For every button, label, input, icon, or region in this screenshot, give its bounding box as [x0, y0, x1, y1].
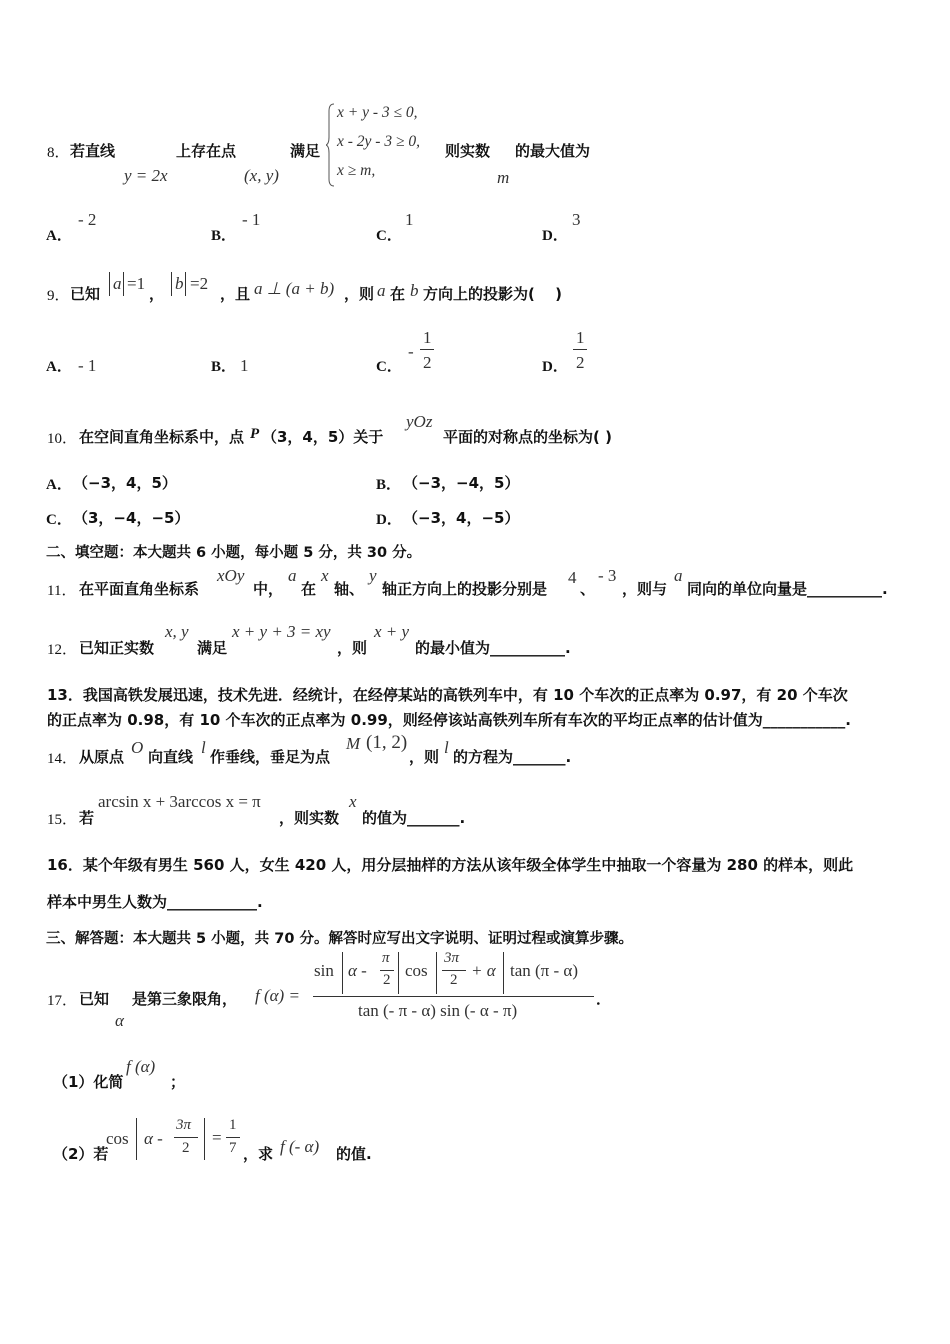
q17-part-2-two: 2 — [182, 1140, 190, 1156]
q10-option-c-label: C． — [46, 512, 72, 528]
q17-numerator-two: 2 — [383, 972, 391, 988]
q9-vector-b-2: b — [410, 281, 419, 300]
q10-option-a-value: （−3，4，5） — [73, 474, 177, 492]
q17-part-2-seven: 7 — [229, 1140, 237, 1156]
q8-option-c-label: C． — [376, 228, 402, 244]
q11-text-3: 在 — [301, 580, 317, 598]
q10-text-1: 在空间直角坐标系中，点 — [79, 428, 245, 446]
q16-line-2: 样本中男生人数为____________. — [47, 893, 263, 911]
q10-plane: yOz — [406, 412, 433, 431]
q8-inequality-1: x + y - 3 ≤ 0, — [337, 104, 418, 121]
q8-option-d-value: 3 — [572, 210, 581, 229]
q17-paren-right — [398, 952, 399, 994]
q17-period: ． — [596, 990, 612, 1008]
q17-numerator-two-2: 2 — [450, 972, 458, 988]
q15-text-1: 若 — [79, 809, 95, 827]
q11-text-4: 轴、 — [334, 580, 365, 598]
q11-text-1: 在平面直角坐标系 — [79, 580, 200, 598]
q9-abs-bar — [109, 272, 110, 296]
q10-option-c-value: （3，−4，−5） — [73, 509, 190, 527]
q9-vector-a: a — [113, 274, 122, 293]
q14-origin: O — [131, 738, 144, 757]
q12-text-2: 满足 — [197, 639, 228, 657]
q17-text-1: 已知 — [79, 990, 110, 1008]
q10-option-b-label: B． — [376, 477, 402, 493]
q17-numerator-cos: cos — [405, 961, 428, 980]
q8-text-2: 上存在点 — [176, 142, 237, 160]
q17-part-2-function: f (- α) — [280, 1137, 320, 1156]
q10-number: 10． — [47, 431, 78, 447]
q14-text-5: 的方程为_______. — [453, 748, 572, 766]
q9-option-c-minus: - — [408, 342, 414, 361]
q17-alpha: α — [115, 1011, 124, 1030]
q8-text-5: 的最大值为 — [515, 142, 591, 160]
q17-part-1-end: ； — [170, 1073, 186, 1091]
q9-option-a-label: A． — [46, 359, 72, 375]
q11-vector-a-2: a — [674, 566, 683, 585]
q9-option-b-label: B． — [211, 359, 237, 375]
q15-text-3: 的值为_______. — [362, 809, 466, 827]
q8-text-4: 则实数 — [445, 142, 491, 160]
q13-line-1: 13．我国高铁发展迅速，技术先进．经统计，在经停某站的高铁列车中，有 10 个车次的正点率为 0.97，有 20 个车次 — [47, 686, 848, 704]
q10-option-d-label: D． — [376, 512, 402, 528]
q17-fraction-bar — [442, 970, 466, 971]
q9-number: 9． — [47, 288, 70, 304]
q15-equation: arcsin x + 3arccos x = π — [98, 792, 261, 811]
q17-part-2-3pi: 3π — [176, 1117, 192, 1133]
q17-part-2-paren-left — [136, 1118, 137, 1160]
q14-coordinates: (1, 2) — [366, 732, 408, 753]
q9-condition: a ⊥ (a + b) — [254, 279, 335, 298]
q11-text-7: ，则与 — [622, 580, 668, 598]
q9-option-b-value: 1 — [240, 356, 249, 375]
q9-text-5: 方向上的投影为( ) — [423, 285, 562, 303]
q9-abs-bar — [123, 272, 124, 296]
q17-denominator: tan (- π - α) sin (- α - π) — [358, 1001, 518, 1020]
q14-text-3: 作垂线，垂足为点 — [210, 748, 331, 766]
q14-point-m: M — [346, 734, 361, 753]
q9-option-c-denominator: 2 — [423, 353, 432, 372]
q12-expression: x + y — [374, 622, 410, 641]
q17-part-2-one: 1 — [229, 1117, 237, 1133]
q17-numerator-plus-alpha: + α — [471, 961, 496, 980]
q11-vector-a: a — [288, 566, 297, 585]
q17-part-2-paren-right — [204, 1118, 205, 1160]
q9-text-2: ，且 — [220, 285, 251, 303]
q17-f-lhs: f (α) = — [255, 986, 300, 1005]
q11-text-2: 中， — [253, 580, 284, 598]
q12-vars: x, y — [165, 622, 189, 641]
q14-line-l-2: l — [444, 738, 449, 757]
q8-option-a-label: A． — [46, 228, 72, 244]
q14-text-1: 从原点 — [79, 748, 125, 766]
q17-text-2: 是第三象限角， — [132, 990, 238, 1008]
q8-system-brace — [326, 103, 336, 187]
q12-text-1: 已知正实数 — [79, 639, 155, 657]
q11-number: 11． — [47, 583, 77, 599]
q17-part-2-fraction-bar — [174, 1137, 198, 1138]
q12-text-3: ，则 — [337, 639, 368, 657]
q9-comma: ， — [149, 285, 165, 303]
q9-abs-bar — [171, 272, 172, 296]
q8-number: 8． — [47, 145, 70, 161]
q13-line-2: 的正点率为 0.98，有 10 个车次的正点率为 0.99，则经停该站高铁列车所有车次的平均正点率的估计值为___________. — [47, 711, 851, 729]
q9-option-d-numerator: 1 — [576, 328, 585, 347]
q17-part-2-cos: cos — [106, 1129, 129, 1148]
q17-numerator-alpha-minus: α - — [348, 961, 367, 980]
q17-paren-left — [342, 952, 343, 994]
q9-option-d-label: D． — [542, 359, 568, 375]
q17-fraction-bar — [380, 970, 394, 971]
q17-numerator-tan: tan (π - α) — [510, 961, 578, 980]
q17-paren-left — [436, 952, 437, 994]
q9-vector-b: b — [175, 274, 184, 293]
q9-abs-bar — [185, 272, 186, 296]
q17-part-2-equals: = — [212, 1128, 222, 1147]
q16-line-1: 16．某个年级有男生 560 人，女生 420 人，用分层抽样的方法从该年级全体学生中抽取一个容量为 280 的样本，则此 — [47, 856, 854, 874]
q11-text-6: 、 — [580, 580, 596, 598]
q11-value-2: - 3 — [598, 566, 617, 585]
q10-point-p: P — [250, 426, 260, 442]
q9-text-3: ，则 — [344, 285, 375, 303]
q11-text-5: 轴正方向上的投影分别是 — [382, 580, 548, 598]
q17-numerator-3pi: 3π — [444, 950, 460, 966]
q8-variable-m: m — [497, 168, 510, 187]
q12-number: 12． — [47, 642, 78, 658]
q12-equation: x + y + 3 = xy — [232, 622, 331, 641]
q17-paren-right — [503, 952, 504, 994]
q8-text-1: 若直线 — [70, 142, 116, 160]
q8-inequality-2: x - 2y - 3 ≥ 0, — [337, 133, 420, 150]
q17-number: 17． — [47, 993, 78, 1009]
q17-part-2-label: （2）若 — [53, 1145, 109, 1163]
q17-main-fraction-bar — [313, 996, 594, 997]
q14-number: 14． — [47, 751, 78, 767]
q9-text-4: 在 — [390, 285, 406, 303]
q11-text-8: 同向的单位向量是__________. — [687, 580, 888, 598]
q8-option-a-value: - 2 — [78, 210, 97, 229]
q8-option-b-value: - 1 — [242, 210, 261, 229]
q9-option-c-numerator: 1 — [423, 328, 432, 347]
q10-text-2: （3，4，5）关于 — [262, 428, 384, 446]
q17-numerator-pi: π — [382, 950, 390, 966]
q9-vector-a-2: a — [377, 281, 386, 300]
q8-point: (x, y) — [244, 166, 279, 185]
q17-part-2-alpha-minus: α - — [144, 1129, 163, 1148]
q8-option-d-label: D． — [542, 228, 568, 244]
q8-option-c-value: 1 — [405, 210, 414, 229]
q8-text-3: 满足 — [290, 142, 321, 160]
q8-option-b-label: B． — [211, 228, 237, 244]
q9-eq-2: =2 — [190, 274, 209, 293]
q11-y: y — [369, 566, 377, 585]
q15-text-2: ，则实数 — [279, 809, 340, 827]
section-2-heading: 二、填空题：本大题共 6 小题，每小题 5 分，共 30 分。 — [46, 545, 422, 561]
q9-option-a-value: - 1 — [78, 356, 97, 375]
q8-inequality-3: x ≥ m, — [337, 162, 376, 179]
q11-x: x — [321, 566, 329, 585]
q9-eq-1: =1 — [127, 274, 146, 293]
q14-text-2: 向直线 — [148, 748, 194, 766]
q17-part-2-fraction-bar-2 — [226, 1137, 240, 1138]
q17-part-2-end: 的值. — [336, 1145, 372, 1163]
q8-line-equation: y = 2x — [124, 166, 168, 185]
q14-text-4: ，则 — [409, 748, 440, 766]
q9-option-d-denominator: 2 — [576, 353, 585, 372]
q15-number: 15． — [47, 812, 78, 828]
section-3-heading: 三、解答题：本大题共 5 小题，共 70 分。解答时应写出文字说明、证明过程或演算步骤。 — [46, 931, 633, 947]
q9-option-c-fraction-bar — [420, 349, 434, 350]
q17-part-1-function: f (α) — [126, 1057, 156, 1076]
q15-x: x — [349, 792, 357, 811]
q10-option-d-value: （−3，4，−5） — [403, 509, 520, 527]
q10-option-a-label: A． — [46, 477, 72, 493]
q17-numerator-sin: sin — [314, 961, 334, 980]
q9-option-d-fraction-bar — [573, 349, 587, 350]
q12-text-4: 的最小值为__________. — [415, 639, 571, 657]
q9-text-1: 已知 — [70, 285, 101, 303]
q10-text-3: 平面的对称点的坐标为( ) — [443, 428, 612, 446]
q17-part-2-text: ，求 — [243, 1145, 274, 1163]
q11-plane: xOy — [217, 566, 245, 585]
q17-part-1-label: （1）化简 — [53, 1073, 124, 1091]
q14-line-l: l — [201, 738, 206, 757]
q9-option-c-label: C． — [376, 359, 402, 375]
q11-value-1: 4 — [568, 568, 577, 587]
q10-option-b-value: （−3，−4，5） — [403, 474, 520, 492]
